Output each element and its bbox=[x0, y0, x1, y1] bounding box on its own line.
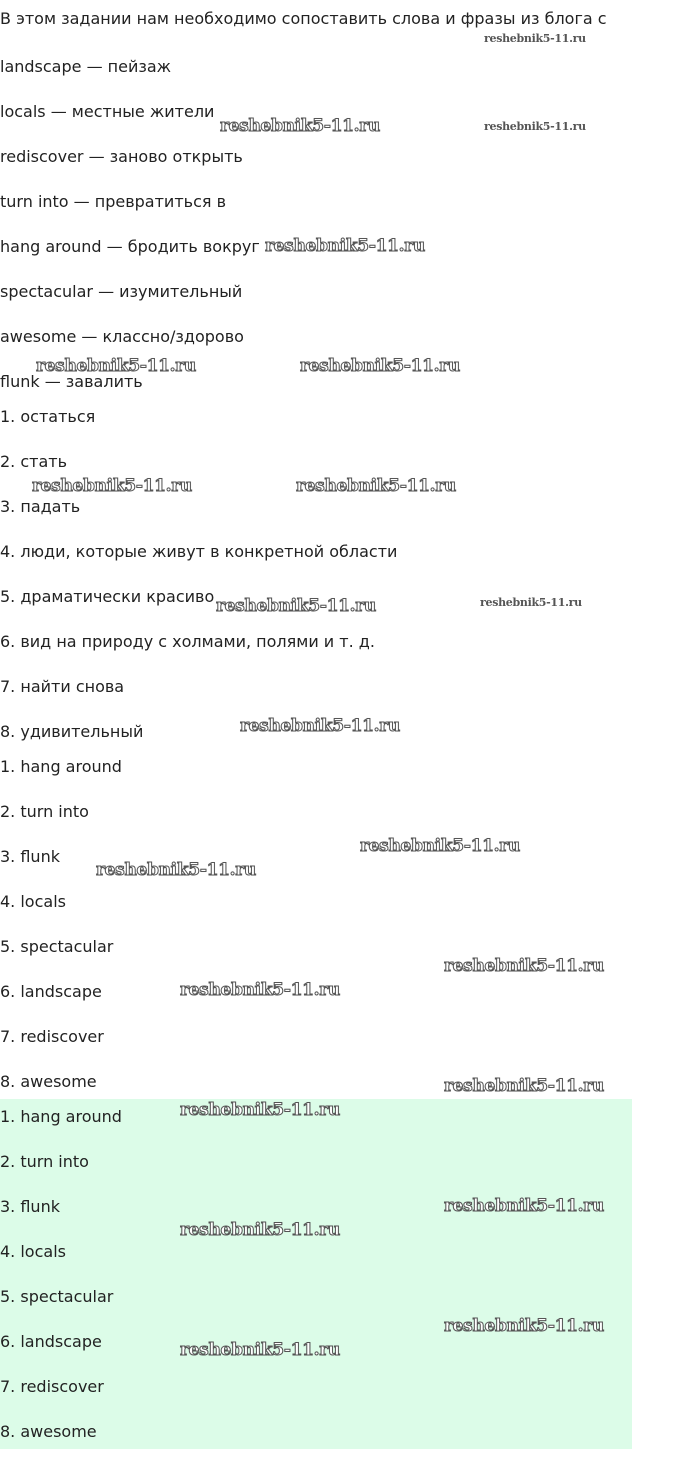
vocab-item: locals — местные жители bbox=[0, 102, 215, 121]
watermark: reshebnik5-11.ru bbox=[480, 596, 582, 609]
match-item: 8. awesome bbox=[0, 1072, 97, 1091]
match-item: 6. landscape bbox=[0, 982, 102, 1001]
vocab-item: hang around — бродить вокруг bbox=[0, 237, 260, 256]
match-item: 2. turn into bbox=[0, 802, 89, 821]
watermark: reshebnik5-11.ru bbox=[296, 476, 456, 496]
watermark: reshebnik5-11.ru bbox=[265, 236, 425, 256]
answer-item: 8. awesome bbox=[0, 1422, 97, 1441]
definition-item: 6. вид на природу с холмами, полями и т. д. bbox=[0, 632, 375, 651]
match-item: 7. rediscover bbox=[0, 1027, 104, 1046]
watermark: reshebnik5-11.ru bbox=[444, 1316, 604, 1336]
watermark: reshebnik5-11.ru bbox=[444, 1196, 604, 1216]
watermark: reshebnik5-11.ru bbox=[180, 1340, 340, 1360]
vocab-item: awesome — классно/здорово bbox=[0, 327, 244, 346]
watermark: reshebnik5-11.ru bbox=[300, 356, 460, 376]
answer-item: 1. hang around bbox=[0, 1107, 122, 1126]
match-item: 3. flunk bbox=[0, 847, 60, 866]
answer-item: 7. rediscover bbox=[0, 1377, 104, 1396]
watermark: reshebnik5-11.ru bbox=[484, 32, 586, 45]
watermark: reshebnik5-11.ru bbox=[240, 716, 400, 736]
watermark: reshebnik5-11.ru bbox=[96, 860, 256, 880]
answer-item: 4. locals bbox=[0, 1242, 66, 1261]
answer-item: 2. turn into bbox=[0, 1152, 89, 1171]
watermark: reshebnik5-11.ru bbox=[180, 980, 340, 1000]
answer-item: 5. spectacular bbox=[0, 1287, 114, 1306]
definition-item: 7. найти снова bbox=[0, 677, 125, 696]
vocab-item: turn into — превратиться в bbox=[0, 192, 227, 211]
watermark: reshebnik5-11.ru bbox=[444, 956, 604, 976]
vocab-item: landscape — пейзаж bbox=[0, 57, 172, 76]
watermark: reshebnik5-11.ru bbox=[484, 120, 586, 133]
vocab-item: flunk — завалить bbox=[0, 372, 143, 391]
definition-item: 2. стать bbox=[0, 452, 68, 471]
definition-item: 3. падать bbox=[0, 497, 81, 516]
answer-item: 6. landscape bbox=[0, 1332, 102, 1351]
intro-text: В этом задании нам необходимо сопоставить слова и фразы из блога с bbox=[0, 9, 607, 28]
watermark: reshebnik5-11.ru bbox=[36, 356, 196, 376]
watermark: reshebnik5-11.ru bbox=[180, 1220, 340, 1240]
watermark: reshebnik5-11.ru bbox=[32, 476, 192, 496]
vocab-item: rediscover — заново открыть bbox=[0, 147, 243, 166]
vocab-item: spectacular — изумительный bbox=[0, 282, 243, 301]
definition-item: 8. удивительный bbox=[0, 722, 144, 741]
match-item: 4. locals bbox=[0, 892, 66, 911]
answer-item: 3. flunk bbox=[0, 1197, 60, 1216]
watermark: reshebnik5-11.ru bbox=[216, 596, 376, 616]
match-item: 5. spectacular bbox=[0, 937, 114, 956]
watermark: reshebnik5-11.ru bbox=[444, 1076, 604, 1096]
definition-item: 4. люди, которые живут в конкретной области bbox=[0, 542, 398, 561]
watermark: reshebnik5-11.ru bbox=[360, 836, 520, 856]
definition-item: 5. драматически красиво bbox=[0, 587, 215, 606]
definition-item: 1. остаться bbox=[0, 407, 96, 426]
watermark: reshebnik5-11.ru bbox=[220, 116, 380, 136]
match-item: 1. hang around bbox=[0, 757, 122, 776]
watermark: reshebnik5-11.ru bbox=[180, 1100, 340, 1120]
